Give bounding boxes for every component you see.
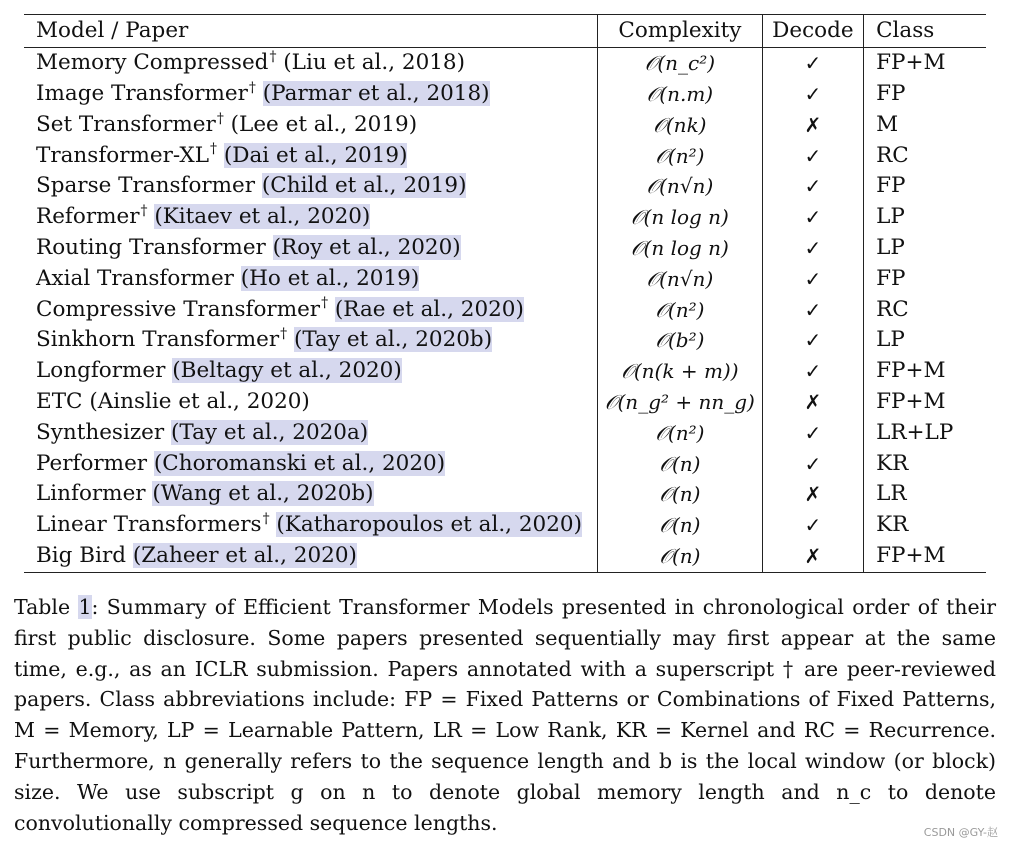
efficient-transformers-table — [24, 14, 986, 573]
decode-check-icon: ✓ — [762, 48, 863, 79]
cell-model-paper — [24, 510, 598, 541]
cell-model-paper — [24, 171, 598, 202]
table-row — [24, 541, 986, 572]
cell-model-paper — [24, 79, 598, 110]
table-header-row — [24, 15, 986, 48]
cell-complexity: 𝒪(n) — [598, 541, 762, 572]
peer-reviewed-dagger: † — [321, 295, 329, 312]
table-row — [24, 171, 986, 202]
cell-complexity: 𝒪(n√n) — [598, 171, 762, 202]
cell-class: KR — [864, 448, 986, 479]
model-name: Compressive Transformer — [36, 296, 321, 322]
csdn-watermark: CSDN @GY-赵 — [923, 826, 998, 839]
cell-complexity: 𝒪(n_g² + nn_g) — [598, 387, 762, 418]
cell-class: FP+M — [864, 48, 986, 79]
citation-link[interactable]: (Wang et al., 2020b) — [152, 481, 374, 507]
cell-class: LR — [864, 479, 986, 510]
model-name: Synthesizer — [36, 419, 165, 445]
cell-class: LP — [864, 325, 986, 356]
cell-complexity: 𝒪(n.m) — [598, 79, 762, 110]
cell-complexity: 𝒪(n) — [598, 448, 762, 479]
cell-model-paper — [24, 448, 598, 479]
cell-model-paper — [24, 356, 598, 387]
model-name: Image Transformer — [36, 81, 248, 107]
table-row — [24, 418, 986, 449]
header-model-paper: Model / Paper — [36, 17, 189, 43]
table-row — [24, 387, 986, 418]
table-row — [24, 264, 986, 295]
citation-link[interactable]: (Liu et al., 2018) — [283, 50, 466, 76]
cell-class: LP — [864, 202, 986, 233]
cell-complexity: 𝒪(b²) — [598, 325, 762, 356]
table-row — [24, 233, 986, 264]
model-name: Linear Transformers — [36, 512, 262, 538]
model-name: Reformer — [36, 204, 140, 230]
peer-reviewed-dagger: † — [248, 79, 256, 96]
citation-link[interactable]: (Tay et al., 2020b) — [293, 327, 493, 353]
citation-link[interactable]: (Lee et al., 2019) — [230, 111, 418, 137]
cell-model-paper — [24, 110, 598, 141]
citation-link[interactable]: (Katharopoulos et al., 2020) — [276, 512, 582, 538]
model-name: Memory Compressed — [36, 50, 269, 76]
model-name: Performer — [36, 450, 148, 476]
cell-complexity: 𝒪(n log n) — [598, 202, 762, 233]
cell-complexity: 𝒪(n²) — [598, 418, 762, 449]
cell-class: FP — [864, 171, 986, 202]
cell-class: FP+M — [864, 356, 986, 387]
cell-model-paper — [24, 48, 598, 79]
decode-cross-icon: ✗ — [762, 110, 863, 141]
decode-check-icon: ✓ — [762, 325, 863, 356]
table-row — [24, 202, 986, 233]
decode-check-icon: ✓ — [762, 202, 863, 233]
table-row — [24, 510, 986, 541]
cell-complexity: 𝒪(n) — [598, 510, 762, 541]
cell-model-paper — [24, 479, 598, 510]
cell-model-paper — [24, 264, 598, 295]
decode-check-icon: ✓ — [762, 264, 863, 295]
table-caption — [14, 592, 996, 838]
citation-link[interactable]: (Zaheer et al., 2020) — [132, 543, 357, 568]
cell-model-paper — [24, 387, 598, 418]
decode-cross-icon: ✗ — [762, 479, 863, 510]
decode-check-icon: ✓ — [762, 356, 863, 387]
header-complexity: Complexity — [598, 15, 762, 48]
table-row — [24, 294, 986, 325]
cell-class: FP+M — [864, 387, 986, 418]
peer-reviewed-dagger: † — [262, 511, 270, 528]
citation-link[interactable]: (Ho et al., 2019) — [240, 265, 420, 291]
peer-reviewed-dagger: † — [140, 203, 148, 220]
cell-model-paper — [24, 541, 598, 572]
table-row — [24, 140, 986, 171]
table-body — [24, 48, 986, 573]
cell-complexity: 𝒪(n_c²) — [598, 48, 762, 79]
cell-complexity: 𝒪(n²) — [598, 294, 762, 325]
table-row — [24, 48, 986, 79]
citation-link[interactable]: (Ainslie et al., 2020) — [89, 389, 310, 415]
model-name: Linformer — [36, 481, 146, 507]
cell-class: FP — [864, 264, 986, 295]
citation-link[interactable]: (Dai et al., 2019) — [223, 142, 408, 168]
citation-link[interactable]: (Rae et al., 2020) — [334, 296, 524, 322]
decode-check-icon: ✓ — [762, 510, 863, 541]
decode-check-icon: ✓ — [762, 171, 863, 202]
table-row — [24, 448, 986, 479]
cell-model-paper — [24, 418, 598, 449]
caption-table-number[interactable]: 1 — [78, 595, 92, 619]
efficient-transformers-table-container — [24, 14, 986, 573]
model-name: Routing Transformer — [36, 235, 266, 261]
citation-link[interactable]: (Choromanski et al., 2020) — [153, 450, 446, 476]
cell-class: LP — [864, 233, 986, 264]
cell-class: RC — [864, 294, 986, 325]
citation-link[interactable]: (Parmar et al., 2018) — [262, 81, 490, 107]
model-name: Big Bird — [36, 543, 126, 568]
decode-cross-icon: ✗ — [762, 541, 863, 572]
model-name: Sparse Transformer — [36, 173, 256, 199]
model-name: Transformer-XL — [36, 142, 209, 168]
cell-model-paper — [24, 294, 598, 325]
cell-class: FP — [864, 79, 986, 110]
citation-link[interactable]: (Kitaev et al., 2020) — [154, 204, 371, 230]
cell-class: FP+M — [864, 541, 986, 572]
decode-check-icon: ✓ — [762, 418, 863, 449]
cell-model-paper — [24, 233, 598, 264]
cell-class: RC — [864, 140, 986, 171]
decode-check-icon: ✓ — [762, 294, 863, 325]
citation-link[interactable]: (Beltagy et al., 2020) — [172, 358, 402, 384]
decode-check-icon: ✓ — [762, 140, 863, 171]
cell-complexity: 𝒪(nk) — [598, 110, 762, 141]
caption-text: : Summary of Efficient Transformer Models presented in chronological order of their first public disclosure. Some papers presented sequentially may first appear at the same time, e.g., as an ICLR submission. Papers annotated with a superscript † are peer-reviewed papers. Class abbreviations include: FP = Fixed Patterns or Combinations of Fixed Patterns, M = Memory, LP = Learnable Pattern, LR = Low Rank, KR = Kernel and RC = Recurrence. Furthermore, n generally refers to the sequence length and b is the local window (or block) size. We use subscript g on n to denote global memory length and n_c to denote convolutionally compressed sequence lengths. — [14, 595, 996, 835]
cell-model-paper — [24, 325, 598, 356]
header-decode: Decode — [762, 15, 863, 48]
cell-complexity: 𝒪(n²) — [598, 140, 762, 171]
citation-link[interactable]: (Child et al., 2019) — [261, 173, 467, 199]
model-name: Sinkhorn Transformer — [36, 327, 280, 353]
cell-class: KR — [864, 510, 986, 541]
decode-check-icon: ✓ — [762, 79, 863, 110]
peer-reviewed-dagger: † — [209, 141, 217, 158]
cell-model-paper — [24, 140, 598, 171]
cell-class: LR+LP — [864, 418, 986, 449]
cell-model-paper — [24, 202, 598, 233]
model-name: Axial Transformer — [36, 265, 234, 291]
cell-complexity: 𝒪(n(k + m)) — [598, 356, 762, 387]
caption-label: Table — [14, 595, 71, 619]
citation-link[interactable]: (Roy et al., 2020) — [272, 235, 461, 261]
table-row — [24, 110, 986, 141]
peer-reviewed-dagger: † — [216, 110, 224, 127]
model-name: Set Transformer — [36, 111, 216, 137]
table-row — [24, 79, 986, 110]
model-name: Longformer — [36, 358, 166, 384]
cell-complexity: 𝒪(n log n) — [598, 233, 762, 264]
model-name: ETC — [36, 389, 83, 415]
cell-complexity: 𝒪(n√n) — [598, 264, 762, 295]
table-row — [24, 356, 986, 387]
citation-link[interactable]: (Tay et al., 2020a) — [171, 419, 369, 445]
table-row — [24, 325, 986, 356]
cell-class: M — [864, 110, 986, 141]
decode-check-icon: ✓ — [762, 448, 863, 479]
peer-reviewed-dagger: † — [280, 326, 288, 343]
decode-cross-icon: ✗ — [762, 387, 863, 418]
header-class: Class — [864, 15, 986, 48]
cell-complexity: 𝒪(n) — [598, 479, 762, 510]
decode-check-icon: ✓ — [762, 233, 863, 264]
peer-reviewed-dagger: † — [269, 49, 277, 66]
table-row — [24, 479, 986, 510]
